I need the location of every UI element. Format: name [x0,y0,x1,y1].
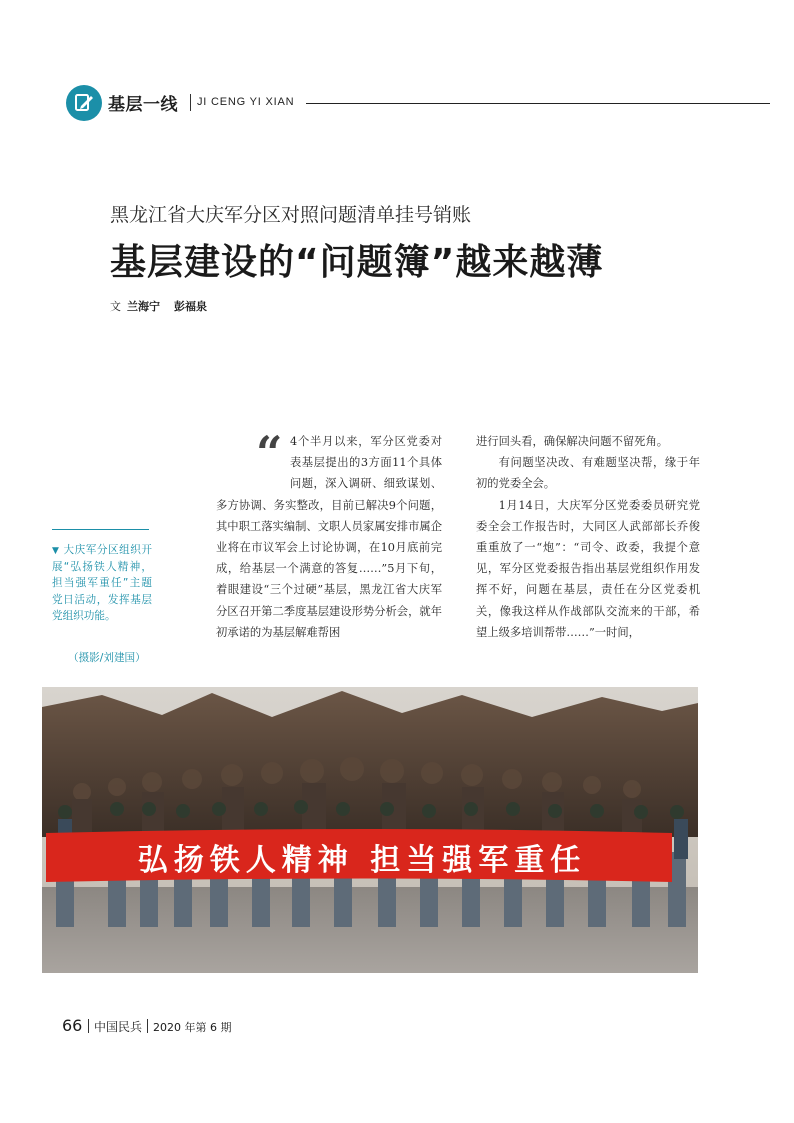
body-paragraph: 1月14日，大庆军分区党委委员研究党委全会工作报告时，大同区人武部部长乔俊重重放了一“炮”：“司令、政委，我提个意见，军分区党委报告指出基层党组织作用发挥不好，问题在基层，责任在分区党委机关，像我这样从作战部队交流来的干部，希望上级多培训帮带……”一时间， [476,498,700,639]
article-title: 基层建设的“问题簿”越来越薄 [110,242,604,283]
body-column-2 [476,431,700,643]
photo-credit: （摄影/刘建国） [68,652,146,664]
header-rule [306,103,770,104]
footer-divider [147,1019,148,1033]
header-divider [190,94,191,111]
pencil-note-icon [72,91,96,115]
author-name: 彭福泉 [174,300,207,313]
banner-text: 弘扬铁人精神 担当强军重任 [137,843,587,878]
caption-marker: ▼ [52,546,60,556]
photo-caption [52,542,152,624]
body-paragraph: 进行回头看，确保解决问题不留死角。 [476,435,669,448]
section-pencil-note-icon [66,85,102,121]
footer-divider [88,1019,89,1033]
photo-illustration [42,687,698,973]
page-number: 66 [62,1016,83,1035]
open-quote-mark: “ [256,426,283,480]
article-subtitle: 黑龙江省大庆军分区对照问题清单挂号销账 [110,204,472,226]
section-pinyin: JI CENG YI XIAN [197,96,295,108]
caption-rule [52,529,149,530]
body-paragraph: 4个半月以来，军分区党委对表基层提出的3方面11个具体问题，深入调研、细致谋划、多方协调、务实整改，目前已解决9个问题，其中职工落实编制、文职人员家属安排市属企业将在市议军会上讨论协调，在10月底前完成，给基层一个满意的答复……”5月下旬，着眼建设“三个过硬”基层，黑龙江省大庆军分区召开第二季度基层建设形势分析会，就年初承诺的为基层解难帮困 [216,435,442,639]
caption-text: 大庆军分区组织开展“弘扬铁人精神，担当强军重任”主题党日活动，发挥基层党组织功能。 [52,544,153,622]
magazine-name: 中国民兵 [94,1020,143,1034]
byline [110,298,221,314]
issue-label: 2020 年第 6 期 [153,1021,232,1034]
section-title: 基层一线 [108,95,178,115]
body-paragraph: 有问题坚决改、有难题坚决帮，缘于年初的党委全会。 [476,456,700,491]
body-column-1 [216,426,442,643]
byline-label: 文 [110,300,121,313]
author-name: 兰海宁 [127,300,160,313]
event-photo [42,687,698,973]
